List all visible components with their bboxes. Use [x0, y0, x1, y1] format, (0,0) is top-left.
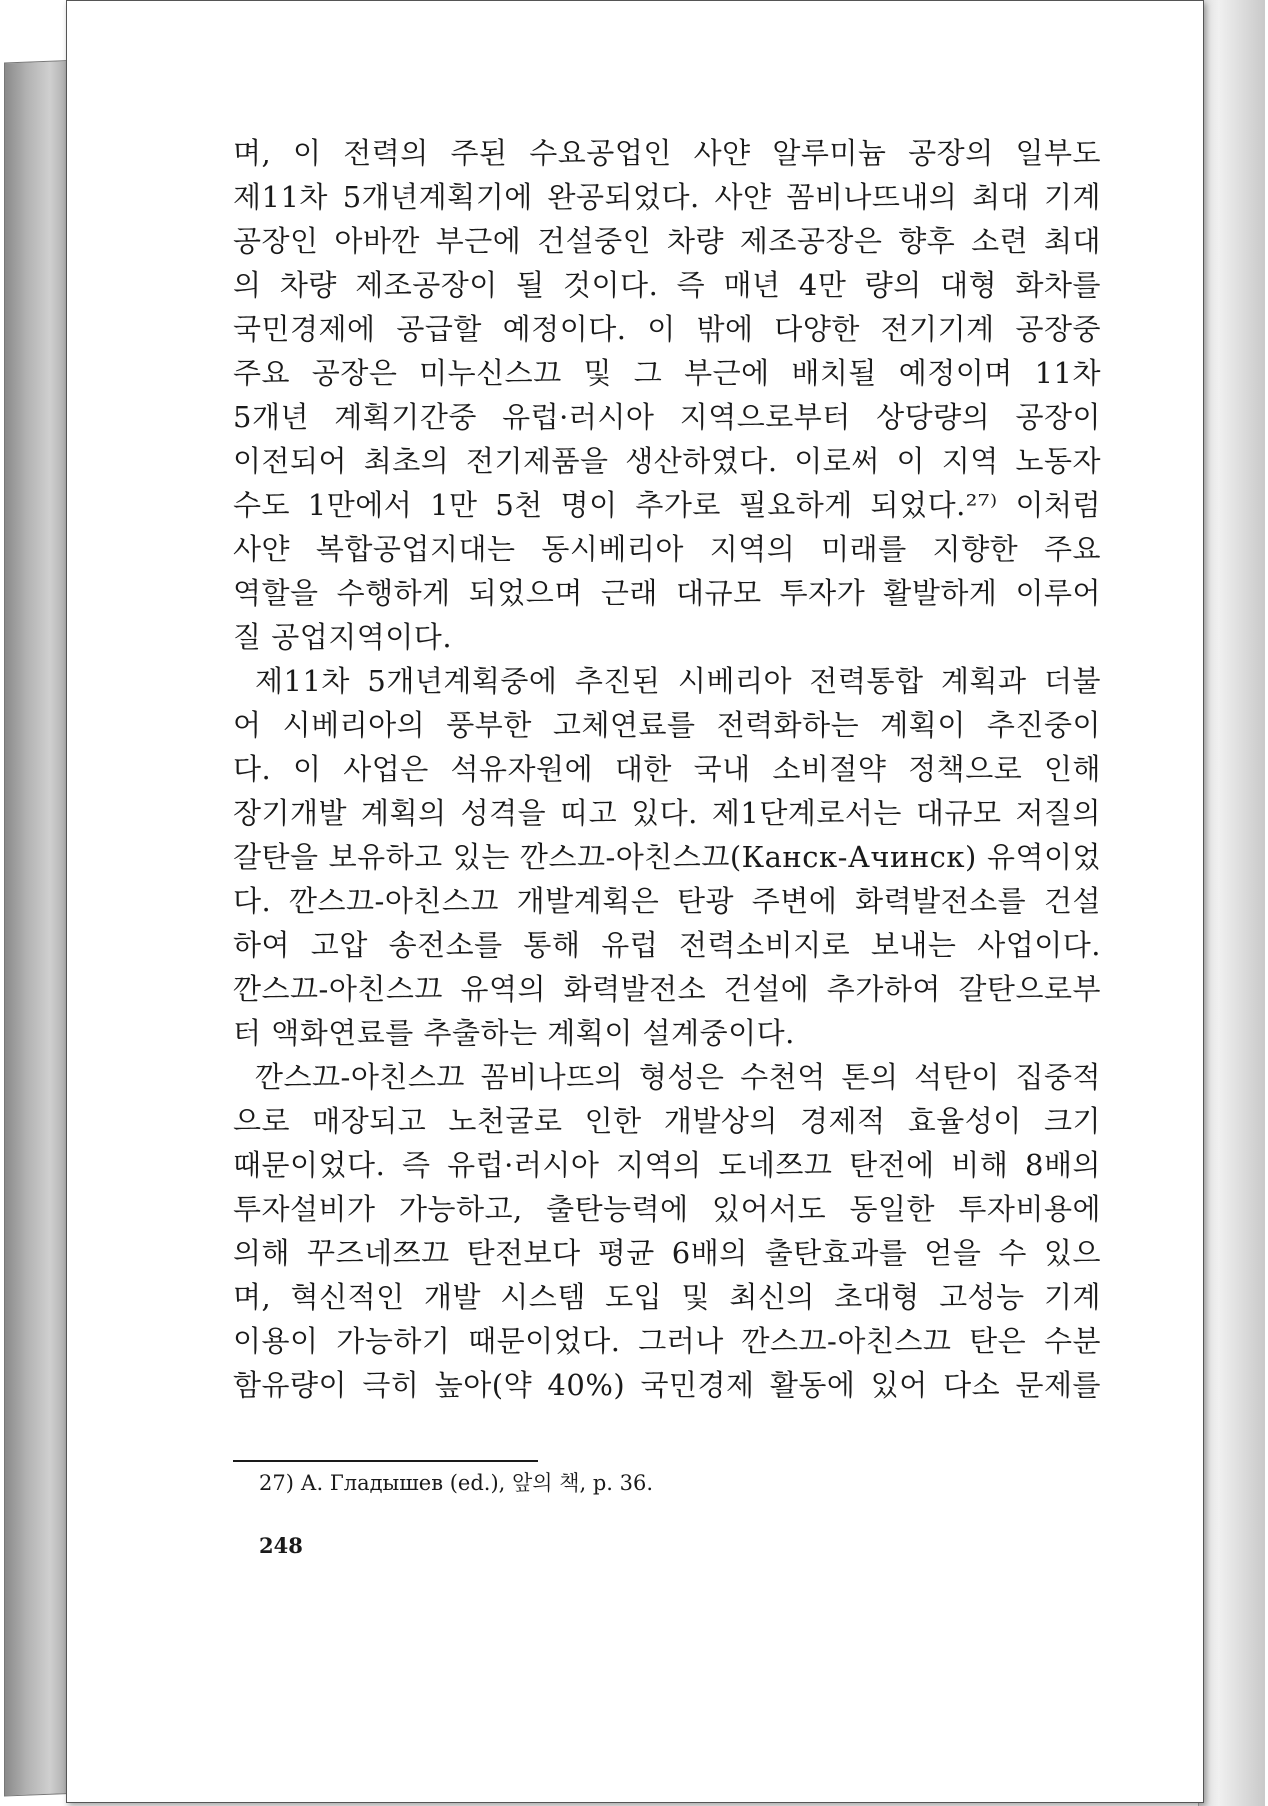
text-line: 함유량이 극히 높아(약 40%) 국민경제 활동에 있어 다소 문제를 [233, 1368, 1101, 1402]
text-line: 때문이었다. 즉 유럽·러시아 지역의 도네쯔끄 탄전에 비해 8배의 [233, 1148, 1101, 1182]
text-line: 질 공업지역이다. [233, 620, 453, 654]
body-text [233, 131, 1101, 1407]
text-line: 제11차 5개년계획기에 완공되었다. 사얀 꼼비나뜨내의 최대 기계 [233, 180, 1101, 214]
text-line: 다. 이 사업은 석유자원에 대한 국내 소비절약 정책으로 인해 [233, 752, 1101, 786]
book-page-edges-left [4, 60, 70, 1797]
text-line: 갈탄을 보유하고 있는 깐스끄-아친스끄(Канск-Ачинск) 유역이었 [233, 840, 1101, 874]
text-line: 하여 고압 송전소를 통해 유럽 전력소비지로 보내는 사업이다. [233, 928, 1101, 962]
text-line: 역할을 수행하게 되었으며 근래 대규모 투자가 활발하게 이루어 [233, 576, 1101, 610]
page-number: 248 [259, 1533, 303, 1558]
text-line: 이용이 가능하기 때문이었다. 그러나 깐스끄-아친스끄 탄은 수분 [233, 1324, 1101, 1358]
text-line: 깐스끄-아친스끄 꼼비나뜨의 형성은 수천억 톤의 석탄이 집중적 [255, 1060, 1101, 1094]
text-line: 국민경제에 공급할 예정이다. 이 밖에 다양한 전기기계 공장중 [233, 312, 1101, 346]
text-line: 며, 혁신적인 개발 시스템 도입 및 최신의 초대형 고성능 기계 [233, 1280, 1101, 1314]
footnote-rule [233, 1460, 538, 1462]
footnote: 27) А. Гладышев (ed.), 앞의 책, p. 36. [259, 1471, 654, 1495]
text-line: 깐스끄-아친스끄 유역의 화력발전소 건설에 추가하여 갈탄으로부 [233, 972, 1101, 1006]
text-line: 주요 공장은 미누신스끄 및 그 부근에 배치될 예정이며 11차 [233, 356, 1101, 390]
text-line: 의해 꾸즈네쯔끄 탄전보다 평균 6배의 출탄효과를 얻을 수 있으 [233, 1236, 1101, 1270]
text-line: 으로 매장되고 노천굴로 인한 개발상의 경제적 효율성이 크기 [233, 1104, 1101, 1138]
text-line: 어 시베리아의 풍부한 고체연료를 전력화하는 계획이 추진중이 [233, 708, 1101, 742]
text-line: 수도 1만에서 1만 5천 명이 추가로 필요하게 되었다.²⁷⁾ 이처럼 [233, 488, 1101, 522]
text-line: 이전되어 최초의 전기제품을 생산하였다. 이로써 이 지역 노동자 [233, 444, 1101, 478]
book-page-edges-right [1198, 0, 1265, 1806]
text-line: 공장인 아바깐 부근에 건설중인 차량 제조공장은 향후 소련 최대 [233, 224, 1101, 258]
text-line: 의 차량 제조공장이 될 것이다. 즉 매년 4만 량의 대형 화차를 [233, 268, 1101, 302]
text-line: 제11차 5개년계획중에 추진된 시베리아 전력통합 계획과 더불 [255, 664, 1101, 698]
text-line: 다. 깐스끄-아친스끄 개발계획은 탄광 주변에 화력발전소를 건설 [233, 884, 1101, 918]
text-line: 5개년 계획기간중 유럽·러시아 지역으로부터 상당량의 공장이 [233, 400, 1101, 434]
text-line: 며, 이 전력의 주된 수요공업인 사얀 알루미늄 공장의 일부도 [233, 136, 1101, 170]
book-page [66, 0, 1204, 1803]
text-line: 터 액화연료를 추출하는 계획이 설계중이다. [233, 1016, 795, 1050]
text-line: 사얀 복합공업지대는 동시베리아 지역의 미래를 지향한 주요 [233, 532, 1101, 566]
text-line: 투자설비가 가능하고, 출탄능력에 있어서도 동일한 투자비용에 [233, 1192, 1101, 1226]
text-line: 장기개발 계획의 성격을 띠고 있다. 제1단계로서는 대규모 저질의 [233, 796, 1101, 830]
